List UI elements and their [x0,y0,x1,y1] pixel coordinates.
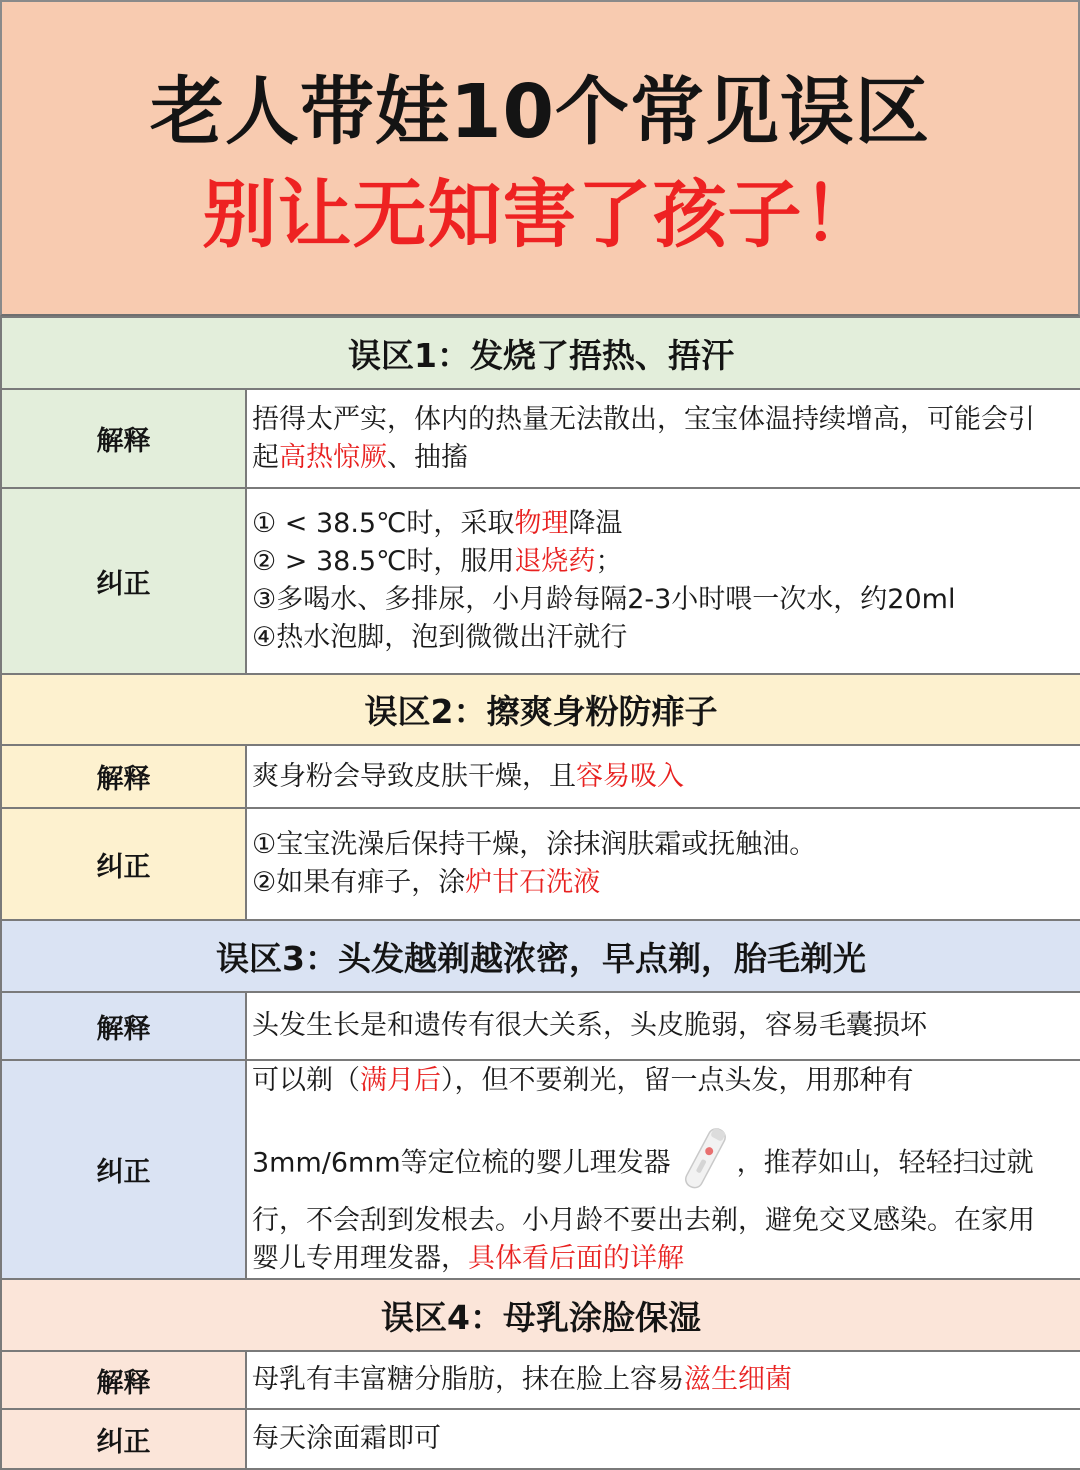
correct-label: 纠正 [1,488,246,674]
explain-label: 解释 [1,389,246,488]
text-span: ②如果有痱子，涂 [252,867,466,898]
highlight-text: 物理 [514,508,569,539]
correct-text [246,808,1080,920]
text-line: ①宝宝洗澡后保持干燥，涂抹润肤霜或抚触油。 [252,829,817,860]
page-subtitle: 别让无知害了孩子！ [202,172,878,258]
text-span: 、抽搐 [387,441,468,473]
header-banner [0,0,1080,316]
text-span: 可以剃（ [252,1064,360,1096]
explain-label: 解释 [1,745,246,808]
text-span: 降温 [568,508,623,539]
explain-text [246,1351,1080,1409]
highlight-text: 具体看后面的详解 [468,1242,684,1274]
text-line [252,439,1070,477]
section-title: 误区3：头发越剃越浓密，早点剃，胎毛剃光 [1,920,1080,992]
section-3 [1,920,1080,1279]
text-span: ，推荐如山，轻轻扫过就 [736,1147,1034,1178]
correct-text [246,1409,1080,1469]
page-title: 老人带娃10个常见误区 [150,69,930,155]
correct-label: 纠正 [1,1060,246,1279]
explain-text [246,745,1080,808]
text-line [252,1240,1070,1278]
explain-label: 解释 [1,1351,246,1409]
text-line [252,543,1070,581]
text-line: 头发生长是和遗传有很大关系，头皮脆弱，容易毛囊损坏 [252,1010,927,1041]
text-span: ② > 38.5℃时，服用 [252,546,515,577]
section-2 [1,674,1080,920]
text-line [252,864,1070,902]
correct-text [246,1060,1080,1279]
text-span: 起 [252,441,279,473]
section-4 [1,1279,1080,1469]
highlight-text: 高热惊厥 [279,441,387,473]
section-title: 误区4：母乳涂脸保湿 [1,1279,1080,1351]
highlight-text: 滋生细菌 [684,1364,792,1395]
explain-label: 解释 [1,992,246,1060]
correct-label: 纠正 [1,1409,246,1469]
text-span: ），但不要剃光，留一点头发，用那种有 [441,1064,914,1096]
text-line: 行，不会刮到发根去。小月龄不要出去剃，避免交叉感染。在家用 [252,1204,1035,1236]
text-line: 每天涂面霜即可 [252,1423,441,1454]
text-span: 母乳有丰富糖分脂肪，抹在脸上容易 [252,1364,684,1395]
text-line: ③多喝水、多排尿，小月龄每隔2-3小时喂一次水，约20ml [252,584,956,615]
baby-hair-clipper-image [677,1120,733,1196]
correct-text [246,488,1080,674]
text-line [252,1126,1070,1202]
explain-text [246,992,1080,1060]
highlight-text: 退烧药 [514,546,596,577]
text-line: ④热水泡脚，泡到微微出汗就行 [252,622,628,653]
text-line [252,758,1070,796]
text-span: 婴儿专用理发器， [252,1242,468,1274]
text-span: 3mm/6mm等定位梳的婴儿理发器 [252,1147,671,1178]
highlight-text: 满月后 [360,1064,441,1096]
text-line [252,1062,1070,1100]
text-line [252,1361,1070,1399]
text-span: ① < 38.5℃时，采取 [252,508,515,539]
highlight-text: 容易吸入 [576,760,684,792]
text-span: ； [595,546,623,577]
correct-label: 纠正 [1,808,246,920]
misconceptions-table [0,316,1080,1470]
section-1 [1,317,1080,674]
explain-text [246,389,1080,488]
highlight-text: 炉甘石洗液 [465,867,601,898]
text-line [252,505,1070,543]
text-span: 爽身粉会导致皮肤干燥，且 [252,760,576,792]
section-title: 误区2：擦爽身粉防痱子 [1,674,1080,745]
section-title: 误区1：发烧了捂热、捂汗 [1,317,1080,389]
text-line: 捂得太严实，体内的热量无法散出，宝宝体温持续增高，可能会引 [252,403,1035,435]
